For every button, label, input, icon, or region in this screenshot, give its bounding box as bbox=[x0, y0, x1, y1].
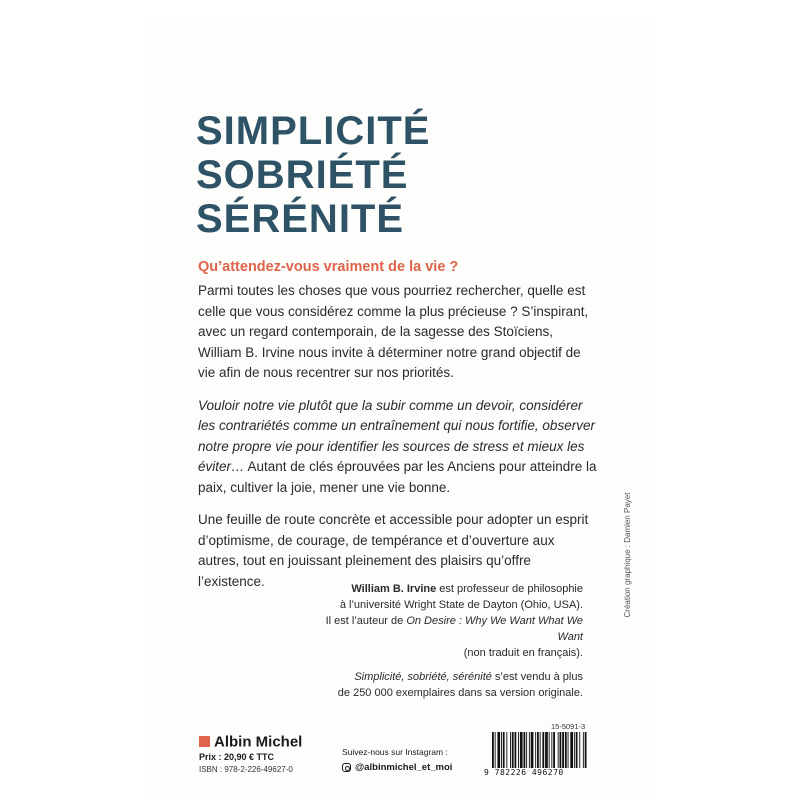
blurb-paragraph-2-rest: Autant de clés éprouvées par les Anciens pour atteindre la paix, cultiver la joie, mener une vie bonne. bbox=[198, 459, 597, 495]
publisher-square-icon bbox=[199, 736, 210, 747]
blurb-paragraph-3: Une feuille de route concrète et accessible pour adopter un esprit d’optimisme, de courage, de tempérance et d’ouverture aux autres, tout en jouissant pleinement des plaisirs qu’offre l’existence. bbox=[198, 512, 589, 589]
title-line-1: SIMPLICITÉ bbox=[196, 109, 431, 153]
publisher-name: Albin Michel bbox=[214, 733, 303, 751]
instagram-handle-row bbox=[342, 762, 452, 773]
title-line-2: SOBRIÉTÉ bbox=[196, 153, 409, 197]
publisher-logo bbox=[199, 733, 302, 751]
author-name: William B. Irvine bbox=[351, 583, 437, 595]
barcode-digits: 9 782226 496270 bbox=[484, 768, 589, 777]
sales-text-2: de 250 000 exemplaires dans sa version originale. bbox=[337, 687, 583, 699]
blurb bbox=[198, 281, 598, 604]
author-book-title: On Desire : Why We Want What We Want bbox=[406, 615, 583, 643]
price: Prix : 20,90 € TTC bbox=[199, 752, 275, 762]
instagram-label: Suivez-nous sur Instagram : bbox=[342, 747, 448, 757]
instagram-handle: @albinmichel_et_moi bbox=[355, 762, 453, 773]
blurb-paragraph-2 bbox=[198, 396, 598, 499]
author-bio-2: à l’université Wright State de Dayton (Ohio, USA). bbox=[339, 599, 583, 611]
title-line-3: SÉRÉNITÉ bbox=[196, 197, 405, 241]
sales-text-1: s’est vendu à plus bbox=[491, 671, 583, 683]
author-bio-4: (non traduit en français). bbox=[463, 647, 583, 659]
blurb-paragraph-2-italic: Vouloir notre vie plutôt que la subir comme un devoir, considérer les contrariétés comme un entraînement qui nous fortifie, observer notre propre vie pour identifier les sources de stress et mieux les éviter… bbox=[198, 397, 595, 474]
instagram-icon bbox=[342, 763, 351, 772]
blurb-paragraph-1: Parmi toutes les choses que vous pourriez rechercher, quelle est celle que vous considérez comme la plus précieuse ? S’inspirant, avec un regard contemporain, de la sagesse des Stoïciens, William B. Irvine nous invite à déterminer notre grand objectif de vie afin de nous recentrer sur nos priorités. bbox=[198, 283, 589, 380]
isbn: ISBN : 978-2-226-49627-0 bbox=[199, 765, 293, 774]
product-code: 15-5091-3 bbox=[551, 722, 586, 731]
author-bio-1: est professeur de philosophie bbox=[436, 583, 583, 595]
sales-book-title: Simplicité, sobriété, sérénité bbox=[354, 671, 492, 683]
design-credit: Création graphique : Damien Payet bbox=[623, 492, 632, 618]
author-bio-3: Il est l’auteur de bbox=[325, 615, 407, 627]
sales-paragraph bbox=[300, 669, 583, 701]
author-bio bbox=[300, 581, 583, 709]
book-title bbox=[196, 109, 430, 241]
tagline: Qu’attendez-vous vraiment de la vie ? bbox=[198, 259, 459, 275]
author-bio-paragraph bbox=[300, 581, 583, 661]
